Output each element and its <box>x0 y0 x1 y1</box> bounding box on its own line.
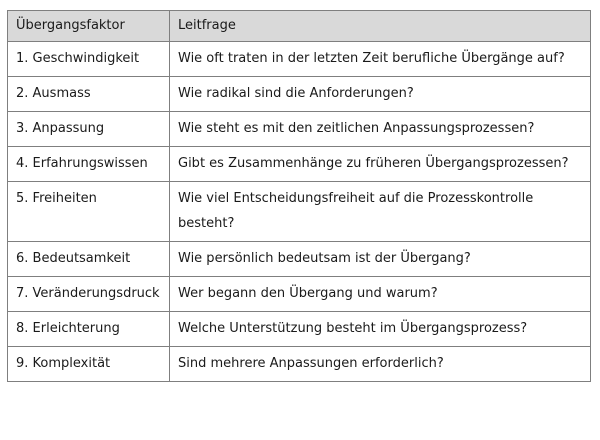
question-cell: Wie radikal sind die Anforderungen? <box>170 77 591 112</box>
table-row <box>8 147 591 182</box>
question-cell: Wie steht es mit den zeitlichen Anpassungsprozessen? <box>170 112 591 147</box>
factor-cell: 8. Erleichterung <box>8 312 170 347</box>
question-cell: Gibt es Zusammenhänge zu früheren Übergangsprozessen? <box>170 147 591 182</box>
question-cell: Welche Unterstützung besteht im Übergangsprozess? <box>170 312 591 347</box>
table-row <box>8 242 591 277</box>
column-header-factor: Übergangsfaktor <box>8 11 170 42</box>
table-row <box>8 42 591 77</box>
factor-cell: 9. Komplexität <box>8 347 170 382</box>
factor-cell: 3. Anpassung <box>8 112 170 147</box>
factor-cell: 1. Geschwindigkeit <box>8 42 170 77</box>
table-row <box>8 312 591 347</box>
question-cell: Wie oft traten in der letzten Zeit berufliche Übergänge auf? <box>170 42 591 77</box>
question-cell: Wie viel Entscheidungsfreiheit auf die Prozesskontrolle besteht? <box>170 182 591 242</box>
factor-cell: 7. Veränderungsdruck <box>8 277 170 312</box>
table-row <box>8 112 591 147</box>
table-header-row <box>8 11 591 42</box>
table-container <box>7 10 590 382</box>
table-row <box>8 77 591 112</box>
table-row <box>8 182 591 242</box>
question-cell: Wie persönlich bedeutsam ist der Übergang? <box>170 242 591 277</box>
question-cell: Sind mehrere Anpassungen erforderlich? <box>170 347 591 382</box>
factor-cell: 2. Ausmass <box>8 77 170 112</box>
table-row <box>8 347 591 382</box>
table-row <box>8 277 591 312</box>
factor-cell: 6. Bedeutsamkeit <box>8 242 170 277</box>
column-header-question: Leitfrage <box>170 11 591 42</box>
factor-cell: 4. Erfahrungswissen <box>8 147 170 182</box>
question-cell: Wer begann den Übergang und warum? <box>170 277 591 312</box>
transition-factors-table <box>7 10 591 382</box>
factor-cell: 5. Freiheiten <box>8 182 170 242</box>
